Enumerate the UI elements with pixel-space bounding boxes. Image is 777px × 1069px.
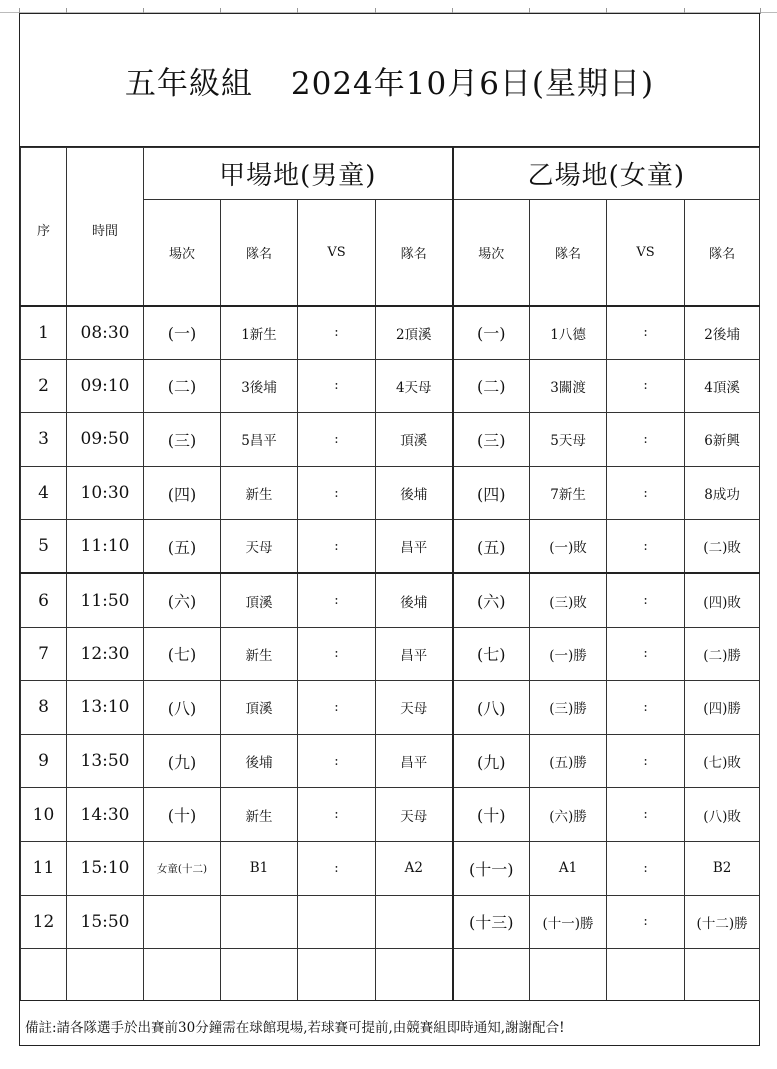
cell-time: 08:30 xyxy=(67,306,144,360)
cell-b-team1: 3關渡 xyxy=(530,359,607,413)
cell-b-team2: (二)敗 xyxy=(685,520,760,574)
cell-a-round: (二) xyxy=(144,359,221,413)
cell-a-round: (八) xyxy=(144,681,221,735)
cell-b-vs: : xyxy=(607,627,685,681)
cell-b-round: (七) xyxy=(453,627,530,681)
cell-b-team1: (三)勝 xyxy=(530,681,607,735)
table-row xyxy=(21,681,760,735)
header-b-vs: VS xyxy=(607,200,685,306)
cell-time: 14:30 xyxy=(67,788,144,842)
table-row xyxy=(21,734,760,788)
cell-a-vs: : xyxy=(298,413,376,467)
cell-b-vs: : xyxy=(607,681,685,735)
footer-note: 備註:請各隊選手於出賽前30分鐘需在球館現場,若球賽可提前,由競賽組即時通知,謝謝配合! xyxy=(20,1000,759,1045)
header-b-team2: 隊名 xyxy=(685,200,760,306)
cell-time: 09:10 xyxy=(67,359,144,413)
cell-a-team1: 頂溪 xyxy=(221,573,298,627)
title-date: 2024年10月6日(星期日) xyxy=(290,65,655,102)
header-seq: 序 xyxy=(21,148,67,306)
cell-b-team1: 7新生 xyxy=(530,466,607,520)
cell-a-vs xyxy=(298,895,376,949)
cell-b-team1: (一)敗 xyxy=(530,520,607,574)
cell-a-team2: 2頂溪 xyxy=(376,306,453,360)
cell-time: 13:50 xyxy=(67,734,144,788)
empty-cell xyxy=(144,949,221,1001)
table-row xyxy=(21,788,760,842)
cell-b-team1: (一)勝 xyxy=(530,627,607,681)
cell-a-team2: A2 xyxy=(376,841,453,895)
cell-a-team1: 天母 xyxy=(221,520,298,574)
cell-a-team2: 天母 xyxy=(376,681,453,735)
table-row xyxy=(21,573,760,627)
cell-b-vs: : xyxy=(607,734,685,788)
schedule-title xyxy=(20,14,759,147)
cell-b-team1: A1 xyxy=(530,841,607,895)
cell-time: 12:30 xyxy=(67,627,144,681)
title-group: 五年級組 xyxy=(124,65,253,102)
cell-a-vs: : xyxy=(298,734,376,788)
cell-a-team1: B1 xyxy=(221,841,298,895)
cell-b-team2: (七)敗 xyxy=(685,734,760,788)
header-venue-b: 乙場地(女童) xyxy=(453,148,760,200)
cell-a-vs: : xyxy=(298,573,376,627)
cell-seq: 5 xyxy=(21,520,67,574)
cell-a-team1: 新生 xyxy=(221,788,298,842)
cell-seq: 4 xyxy=(21,466,67,520)
cell-b-vs: : xyxy=(607,788,685,842)
cell-b-round: (十) xyxy=(453,788,530,842)
cell-seq: 12 xyxy=(21,895,67,949)
cell-seq: 10 xyxy=(21,788,67,842)
schedule-sheet xyxy=(19,13,760,1046)
cell-a-round xyxy=(144,895,221,949)
cell-b-round: (八) xyxy=(453,681,530,735)
empty-row xyxy=(21,949,760,1001)
cell-time: 09:50 xyxy=(67,413,144,467)
cell-seq: 6 xyxy=(21,573,67,627)
cell-a-vs: : xyxy=(298,520,376,574)
cell-b-round: (六) xyxy=(453,573,530,627)
cell-a-team2: 昌平 xyxy=(376,520,453,574)
cell-a-team2: 天母 xyxy=(376,788,453,842)
cell-b-vs: : xyxy=(607,520,685,574)
cell-b-vs: : xyxy=(607,466,685,520)
cell-b-team2: 8成功 xyxy=(685,466,760,520)
header-a-round: 場次 xyxy=(144,200,221,306)
cell-b-team1: (六)勝 xyxy=(530,788,607,842)
table-row xyxy=(21,413,760,467)
header-row-venues xyxy=(21,148,760,200)
cell-b-round: (九) xyxy=(453,734,530,788)
cell-a-round: (六) xyxy=(144,573,221,627)
header-venue-a: 甲場地(男童) xyxy=(144,148,453,200)
cell-seq: 3 xyxy=(21,413,67,467)
cell-b-round: (一) xyxy=(453,306,530,360)
empty-cell xyxy=(298,949,376,1001)
table-row xyxy=(21,520,760,574)
cell-b-round: (四) xyxy=(453,466,530,520)
cell-a-round: (十) xyxy=(144,788,221,842)
cell-a-team2 xyxy=(376,895,453,949)
cell-b-team2: 6新興 xyxy=(685,413,760,467)
empty-cell xyxy=(685,949,760,1001)
cell-b-vs: : xyxy=(607,413,685,467)
cell-a-vs: : xyxy=(298,306,376,360)
table-row xyxy=(21,359,760,413)
header-b-round: 場次 xyxy=(453,200,530,306)
cell-b-team1: (三)敗 xyxy=(530,573,607,627)
cell-b-team2: 2後埔 xyxy=(685,306,760,360)
empty-cell xyxy=(376,949,453,1001)
cell-b-vs: : xyxy=(607,573,685,627)
cell-time: 11:50 xyxy=(67,573,144,627)
empty-cell xyxy=(530,949,607,1001)
cell-a-round: (三) xyxy=(144,413,221,467)
cell-b-round: (二) xyxy=(453,359,530,413)
cell-a-team2: 頂溪 xyxy=(376,413,453,467)
empty-cell xyxy=(453,949,530,1001)
cell-a-team1 xyxy=(221,895,298,949)
empty-cell xyxy=(221,949,298,1001)
cell-a-vs: : xyxy=(298,466,376,520)
cell-b-team1: (十一)勝 xyxy=(530,895,607,949)
cell-a-round: (七) xyxy=(144,627,221,681)
header-a-vs: VS xyxy=(298,200,376,306)
cell-b-team2: 4頂溪 xyxy=(685,359,760,413)
cell-a-round: (四) xyxy=(144,466,221,520)
cell-a-vs: : xyxy=(298,359,376,413)
cell-a-team1: 新生 xyxy=(221,627,298,681)
cell-seq: 8 xyxy=(21,681,67,735)
cell-a-team1: 5昌平 xyxy=(221,413,298,467)
cell-b-team1: (五)勝 xyxy=(530,734,607,788)
cell-a-team1: 1新生 xyxy=(221,306,298,360)
cell-a-vs: : xyxy=(298,627,376,681)
table-row xyxy=(21,306,760,360)
header-a-team2: 隊名 xyxy=(376,200,453,306)
cell-seq: 1 xyxy=(21,306,67,360)
cell-a-round: (一) xyxy=(144,306,221,360)
cell-b-round: (三) xyxy=(453,413,530,467)
cell-a-round: 女童(十二) xyxy=(144,841,221,895)
empty-cell xyxy=(67,949,144,1001)
cell-a-vs: : xyxy=(298,681,376,735)
cell-b-team2: (八)敗 xyxy=(685,788,760,842)
cell-seq: 7 xyxy=(21,627,67,681)
cell-b-team1: 1八德 xyxy=(530,306,607,360)
cell-b-team1: 5天母 xyxy=(530,413,607,467)
cell-seq: 11 xyxy=(21,841,67,895)
cell-b-vs: : xyxy=(607,359,685,413)
cell-a-team2: 後埔 xyxy=(376,573,453,627)
cell-a-team2: 4天母 xyxy=(376,359,453,413)
header-a-team1: 隊名 xyxy=(221,200,298,306)
schedule-table xyxy=(20,147,760,1001)
header-time: 時間 xyxy=(67,148,144,306)
cell-b-team2: (四)勝 xyxy=(685,681,760,735)
cell-a-team1: 頂溪 xyxy=(221,681,298,735)
cell-a-team2: 昌平 xyxy=(376,627,453,681)
table-row xyxy=(21,895,760,949)
cell-time: 10:30 xyxy=(67,466,144,520)
cell-time: 15:10 xyxy=(67,841,144,895)
cell-b-team2: (二)勝 xyxy=(685,627,760,681)
cell-seq: 9 xyxy=(21,734,67,788)
header-b-team1: 隊名 xyxy=(530,200,607,306)
table-row xyxy=(21,466,760,520)
cell-a-round: (五) xyxy=(144,520,221,574)
cell-b-round: (十三) xyxy=(453,895,530,949)
cell-b-team2: (十二)勝 xyxy=(685,895,760,949)
cell-a-team1: 3後埔 xyxy=(221,359,298,413)
cell-b-vs: : xyxy=(607,895,685,949)
cell-a-team1: 新生 xyxy=(221,466,298,520)
cell-a-team2: 昌平 xyxy=(376,734,453,788)
cell-time: 15:50 xyxy=(67,895,144,949)
cell-a-vs: : xyxy=(298,841,376,895)
cell-a-round: (九) xyxy=(144,734,221,788)
cell-b-round: (五) xyxy=(453,520,530,574)
table-row xyxy=(21,627,760,681)
empty-cell xyxy=(21,949,67,1001)
cell-time: 13:10 xyxy=(67,681,144,735)
table-row xyxy=(21,841,760,895)
cell-b-vs: : xyxy=(607,306,685,360)
cell-b-vs: : xyxy=(607,841,685,895)
cell-a-team2: 後埔 xyxy=(376,466,453,520)
cell-seq: 2 xyxy=(21,359,67,413)
cell-a-vs: : xyxy=(298,788,376,842)
cell-b-team2: B2 xyxy=(685,841,760,895)
cell-a-team1: 後埔 xyxy=(221,734,298,788)
cell-time: 11:10 xyxy=(67,520,144,574)
empty-cell xyxy=(607,949,685,1001)
cell-b-round: (十一) xyxy=(453,841,530,895)
cell-b-team2: (四)敗 xyxy=(685,573,760,627)
